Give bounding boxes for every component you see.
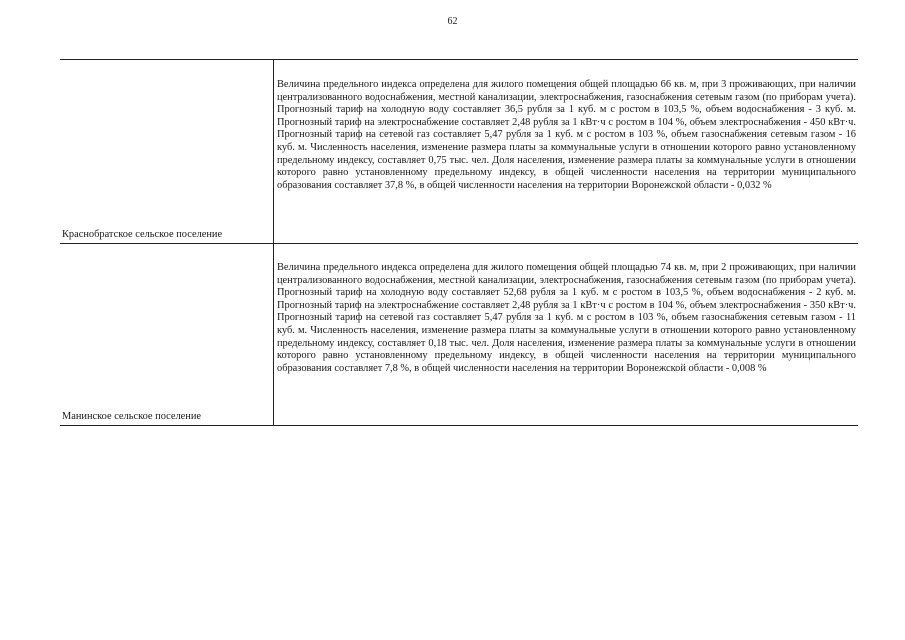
table-row — [60, 60, 858, 244]
index-description: Величина предельного индекса определена для жилого помещения общей площадью 66 кв. м, при 3 проживающих, при наличии централизованного водоснабжения, местной канализации, электроснабжения, газоснабжения сетевым газом (по приборам учета). Прогнозный тариф на холодную воду составляет 36,5 рубля за 1 куб. м с ростом в 103,5 %, объем водоснабжения - 3 куб. м. Прогнозный тариф на электроснабжение составляет 2,48 рубля за 1 кВт·ч с ростом в 104 %, объем электроснабжения - 450 кВт·ч. Прогнозный тариф на сетевой газ составляет 5,47 рубля за 1 куб. м с ростом в 103 %, объем газоснабжения сетевым газом - 16 куб. м. Численность населения, изменение размера платы за коммунальные услуги в отношении которого равно установленному предельному индексу, составляет 0,75 тыс. чел. Доля населения, изменение размера платы за коммунальные услуги в отношении которого равно установленному предельному индексу, в общей численности населения на территории муниципального образования составляет 37,8 %, в общей численности населения на территории Воронежской области - 0,032 % — [277, 79, 856, 191]
settlement-name-text: Манинское сельское поселение — [62, 411, 202, 422]
settlement-name — [60, 60, 274, 243]
tariff-index-table — [60, 59, 858, 426]
index-description: Величина предельного индекса определена для жилого помещения общей площадью 74 кв. м, при 2 проживающих, при наличии централизованного водоснабжения, местной канализации, электроснабжения, газоснабжения сетевым газом (по приборам учета). Прогнозный тариф на холодную воду составляет 52,68 рубля за 1 куб. м с ростом в 103,5 %, объем водоснабжения - 2 куб. м. Прогнозный тариф на электроснабжение составляет 2,48 рубля за 1 кВт·ч с ростом в 104 %, объем электроснабжения - 350 кВт·ч. Прогнозный тариф на сетевой газ составляет 5,47 рубля за 1 куб. м с ростом в 103 %, объем газоснабжения сетевым газом - 11 куб. м. Численность населения, изменение размера платы за коммунальные услуги в отношении которого равно установленному предельному индексу, составляет 0,18 тыс. чел. Доля населения, изменение размера платы за коммунальные услуги в отношении которого равно установленному предельному индексу, в общей численности населения на территории муниципального образования составляет 7,8 %, в общей численности населения на территории Воронежской области - 0,008 % — [277, 262, 856, 374]
settlement-name-text: Краснобратское сельское поселение — [62, 229, 223, 240]
settlement-name — [60, 244, 274, 425]
table-row — [60, 244, 858, 426]
page-number: 62 — [447, 16, 458, 27]
